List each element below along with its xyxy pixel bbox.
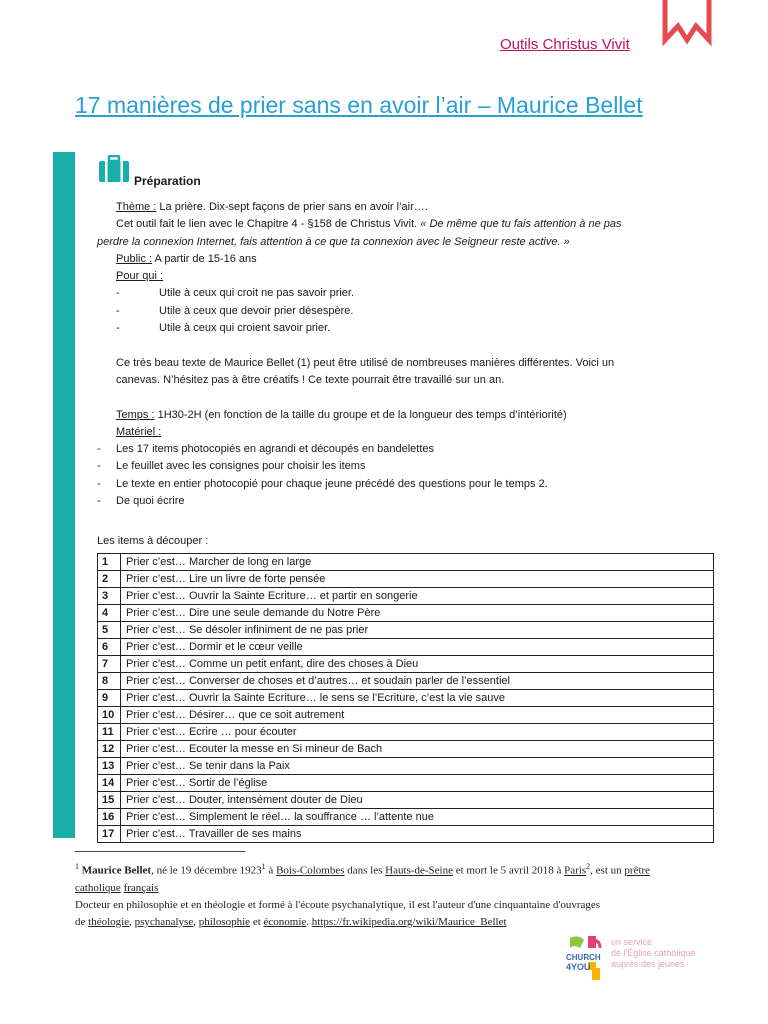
dash-bullet: - (97, 443, 101, 456)
item-number: 7 (98, 656, 121, 673)
dash-bullet: - (97, 477, 101, 490)
table-row (98, 724, 714, 741)
item-number: 15 (98, 792, 121, 809)
table-row (98, 571, 714, 588)
footnote-line-2 (75, 880, 715, 897)
list-item-text: Utile à ceux qui croit ne pas savoir prier. (159, 287, 355, 300)
footnote-link[interactable]: prêtre (624, 864, 651, 877)
paragraph-text: Ce très beau texte de Maurice Bellet (1) peut être utilisé de nombreuses manières différentes. Voici un (116, 356, 615, 369)
paragraph-line (97, 355, 697, 372)
table-row (98, 826, 714, 843)
church-name-line2: 4YOU (566, 962, 591, 972)
preparation-body (97, 199, 697, 510)
item-text: Prier c’est… Désirer… que ce soit autrement (121, 707, 714, 724)
footnote-line-3: Docteur en philosophie et en théologie et formé à l'écoute psychanalytique, il est l'auteur d'une cinquantaine d'ouvrages (75, 898, 601, 911)
footnote-line-4: de théologie, psychanalyse, philosophie et économie. https://fr.wikipedia.org/wiki/Maurice_Bellet (75, 915, 507, 928)
item-text: Prier c’est… Se tenir dans la Paix (121, 758, 714, 775)
item-number: 11 (98, 724, 121, 741)
footnote-text: et (250, 915, 264, 928)
item-text: Prier c’est… Lire un livre de forte pensée (121, 571, 714, 588)
item-text: Prier c’est… Comme un petit enfant, dire des choses à Dieu (121, 656, 714, 673)
dash-bullet: - (116, 322, 120, 335)
list-item-text: Le feuillet avec les consignes pour choisir les items (116, 460, 366, 473)
item-number: 8 (98, 673, 121, 690)
footnote (75, 858, 715, 931)
item-number: 4 (98, 605, 121, 622)
table-row (98, 588, 714, 605)
item-text: Prier c’est… Douter, intensément douter de Dieu (121, 792, 714, 809)
suitcase-icon (98, 155, 130, 183)
item-text: Prier c’est… Travailler de ses mains (121, 826, 714, 843)
item-text: Prier c’est… Converser de choses et d’autres… et soudain parler de l’essentiel (121, 673, 714, 690)
church-name-line1: CHURCH (566, 953, 601, 962)
table-row (98, 554, 714, 571)
list-item-text: Utile à ceux que devoir prier désespère. (159, 304, 354, 317)
link-line-quote: « De même que tu fais attention à ne pas (420, 218, 622, 231)
footnote-link[interactable]: catholique (75, 881, 121, 894)
item-text: Prier c’est… Ecrire … pour écouter (121, 724, 714, 741)
footnote-text: et mort le 5 avril 2018 à (452, 864, 565, 877)
item-text: Prier c’est… Sortir de l’église (121, 775, 714, 792)
theme-text: La prière. Dix-sept façons de prier sans en avoir l’air…. (156, 201, 428, 213)
dash-bullet: - (116, 287, 120, 300)
church-tagline (611, 937, 695, 970)
items-label: Les items à découper : (97, 535, 209, 547)
table-row (98, 656, 714, 673)
link-line-plain: Cet outil fait le lien avec le Chapitre 4 - §158 de Christus Vivit. (116, 218, 421, 231)
link-line-2 (97, 234, 697, 251)
footnote-name: Maurice Bellet (81, 864, 152, 877)
list-item-text: Les 17 items photocopiés en agrandi et découpés en bandelettes (116, 443, 435, 456)
table-row (98, 707, 714, 724)
spacer (97, 389, 697, 406)
footnote-text: de (75, 915, 89, 928)
table-row (98, 775, 714, 792)
footnote-rule (75, 851, 245, 852)
footnote-link[interactable]: Hauts-de-Seine (385, 864, 453, 877)
list-item (97, 320, 697, 337)
footnote-link[interactable]: français (123, 881, 159, 894)
materiel-line (97, 424, 697, 441)
table-row (98, 622, 714, 639)
link-line (97, 216, 697, 233)
footnote-line-1 (75, 858, 715, 880)
public-label: Public : (116, 252, 153, 265)
list-item (97, 303, 697, 320)
footnote-marker: 1 (75, 862, 79, 871)
page-title: 17 manières de prier sans en avoir l’air – Maurice Bellet (75, 92, 643, 118)
tagline-line: auprès des jeunes (611, 959, 685, 969)
item-number: 1 (98, 554, 121, 571)
list-item-text: Utile à ceux qui croient savoir prier. (159, 322, 331, 335)
footnote-text: à (265, 864, 277, 877)
item-text: Prier c’est… Ouvrir la Sainte Ecriture… et partir en songerie (121, 588, 714, 605)
item-text: Prier c’est… Se désoler infiniment de ne pas prier (121, 622, 714, 639)
side-accent-bar (53, 152, 75, 838)
item-text: Prier c’est… Dire une seule demande du Notre Père (121, 605, 714, 622)
dash-bullet: - (97, 460, 101, 473)
footnote-text: dans les (344, 864, 386, 877)
temps-label: Temps : (116, 408, 155, 421)
paragraph-line (97, 372, 697, 389)
spacer (97, 337, 697, 354)
item-number: 10 (98, 707, 121, 724)
item-number: 14 (98, 775, 121, 792)
footnote-text: , est un (590, 864, 625, 877)
item-number: 12 (98, 741, 121, 758)
footnote-marker: 2 (586, 862, 591, 871)
item-text: Prier c’est… Ouvrir la Sainte Ecriture… le sens se l’Ecriture, c’est la vie sauve (121, 690, 714, 707)
temps-text: 1H30-2H (en fonction de la taille du groupe et de la longueur des temps d’intériorité) (154, 408, 567, 421)
public-line (97, 251, 697, 268)
table-row (98, 741, 714, 758)
materiel-label: Matériel : (116, 425, 162, 438)
item-number: 6 (98, 639, 121, 656)
brand-logo (660, 0, 714, 48)
list-item-text: Le texte en entier photocopié pour chaque jeune précédé des questions pour le temps 2. (116, 477, 548, 490)
item-number: 3 (98, 588, 121, 605)
paragraph-text: canevas. N’hésitez pas à être créatifs ! Ce texte pourrait être travaillé sur un an. (116, 373, 505, 386)
public-text: A partir de 15-16 ans (152, 252, 257, 265)
section-title: Préparation (134, 174, 201, 188)
item-number: 9 (98, 690, 121, 707)
footnote-link[interactable]: théologie (88, 915, 130, 928)
temps-line (97, 407, 697, 424)
table-row (98, 690, 714, 707)
footnote-text: , né le 19 décembre 1923 (151, 864, 262, 877)
tagline-line: un service (611, 937, 653, 947)
header-link[interactable]: Outils Christus Vivit (500, 36, 630, 53)
list-item (97, 458, 697, 475)
item-text: Prier c’est… Dormir et le cœur veille (121, 639, 714, 656)
footnote-link[interactable]: psychanalyse (134, 915, 194, 928)
footnote-link[interactable]: philosophie (198, 915, 251, 928)
item-number: 16 (98, 809, 121, 826)
item-number: 5 (98, 622, 121, 639)
item-text: Prier c’est… Ecouter la messe en Si mineur de Bach (121, 741, 714, 758)
table-row (98, 639, 714, 656)
pourqui-line (97, 268, 697, 285)
table-row (98, 792, 714, 809)
table-row (98, 605, 714, 622)
footnote-marker: 1 (261, 862, 266, 871)
table-row (98, 758, 714, 775)
theme-line (97, 199, 697, 216)
dash-bullet: - (116, 304, 120, 317)
footnote-url[interactable]: https://fr.wikipedia.org/wiki/Maurice_Bellet (311, 915, 507, 928)
item-text: Prier c’est… Marcher de long en large (121, 554, 714, 571)
dash-bullet: - (97, 495, 101, 508)
footnote-link[interactable]: Paris (564, 864, 587, 877)
table-row (98, 673, 714, 690)
item-number: 13 (98, 758, 121, 775)
tagline-line: de l'Église catholique (611, 948, 696, 958)
theme-label: Thème : (116, 201, 157, 213)
list-item-text: De quoi écrire (116, 495, 185, 508)
table-row (98, 809, 714, 826)
footnote-link[interactable]: économie (263, 915, 307, 928)
list-item (97, 441, 697, 458)
item-number: 2 (98, 571, 121, 588)
items-table (97, 553, 714, 843)
list-item (97, 493, 697, 510)
pourqui-label: Pour qui : (116, 270, 164, 283)
item-text: Prier c’est… Simplement le réel… la souffrance … l’attente nue (121, 809, 714, 826)
list-item (97, 285, 697, 302)
link-line2-quote: perdre la connexion Internet, fais attention à ce que ta connexion avec le Seigneur reste active. » (97, 235, 570, 248)
item-number: 17 (98, 826, 121, 843)
list-item (97, 476, 697, 493)
footnote-link[interactable]: Bois-Colombes (276, 864, 345, 877)
